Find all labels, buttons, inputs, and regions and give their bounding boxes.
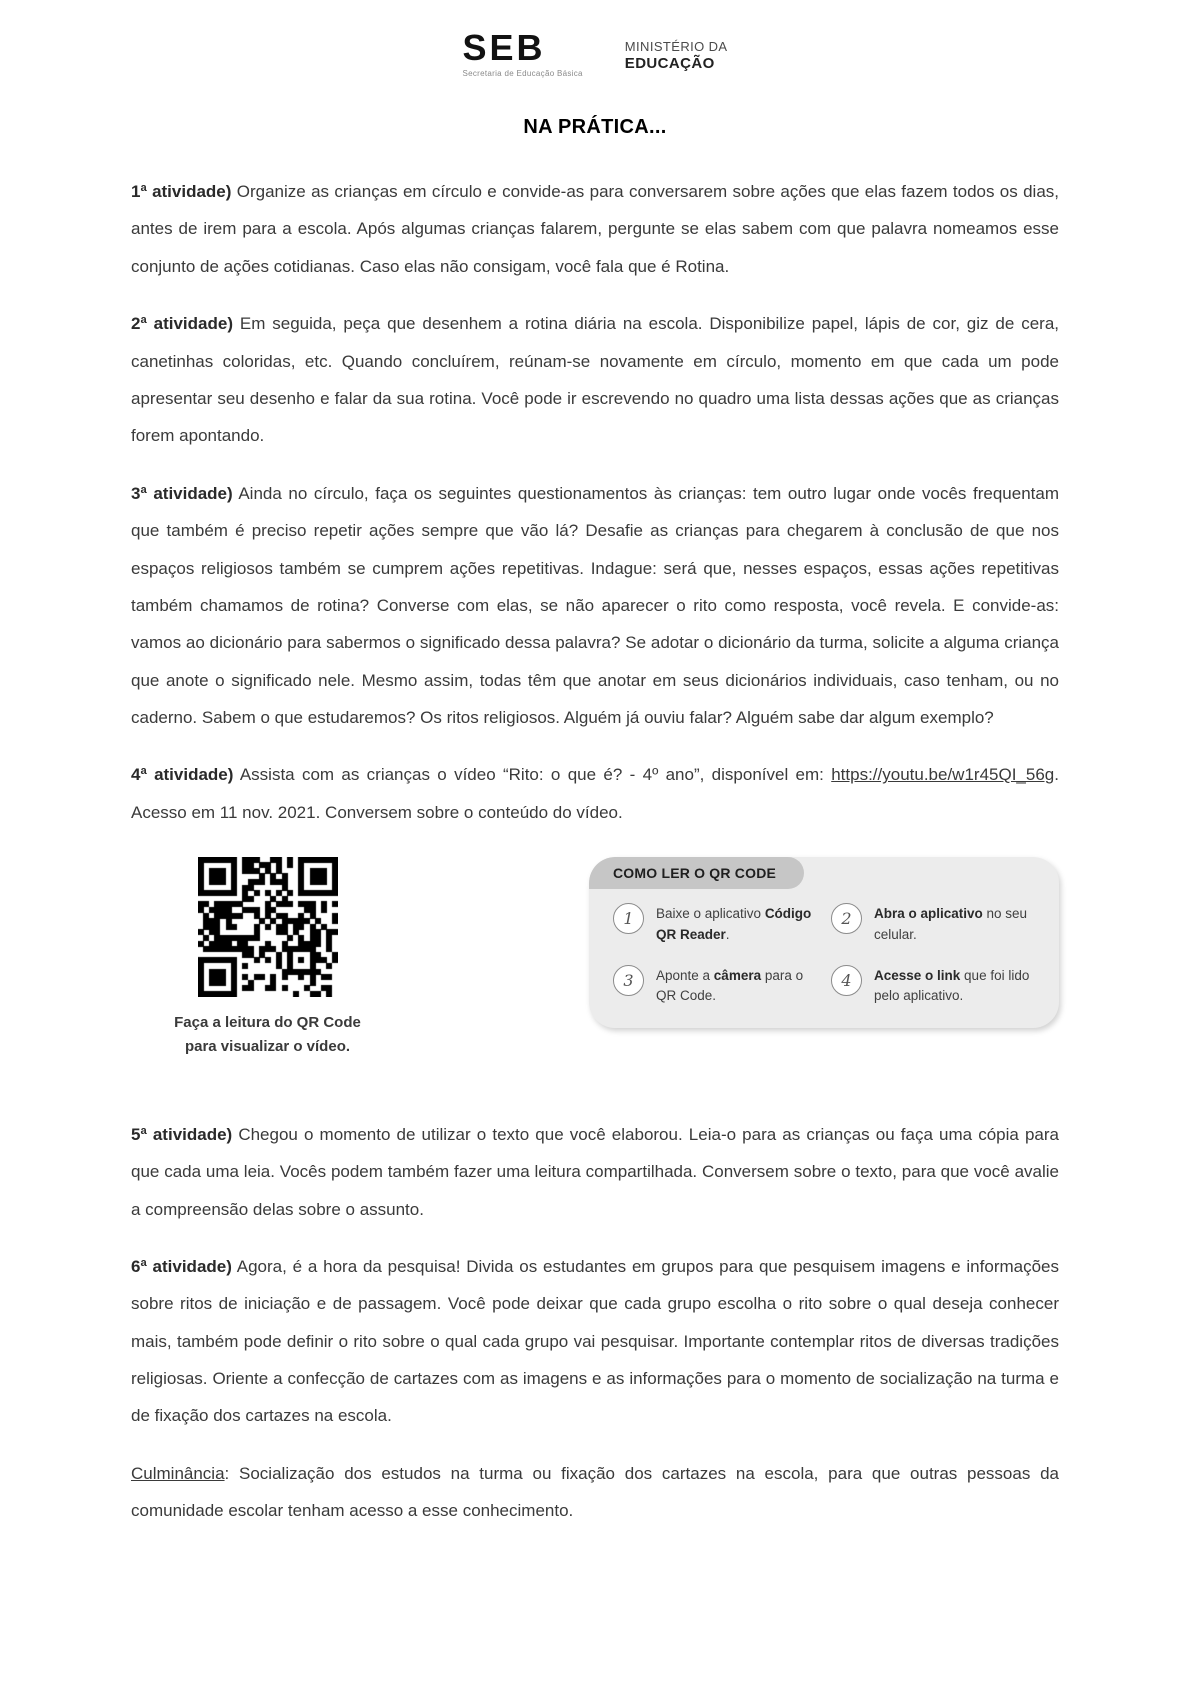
activity-4-paragraph xyxy=(131,756,1059,831)
qr-step-1 xyxy=(613,903,817,945)
qr-caption-line2: para visualizar o vídeo. xyxy=(184,1037,351,1055)
step-1-text: Baixe o aplicativo Código QR Reader. xyxy=(656,906,812,942)
culminancia-paragraph xyxy=(131,1455,1059,1530)
activity-1-lead: 1ª atividade) xyxy=(131,182,232,201)
activity-4-body-pre: Assista com as crianças o vídeo “Rito: o que é? - 4º ano”, disponível em: xyxy=(233,765,832,785)
qr-step-2 xyxy=(831,903,1035,945)
activity-5-lead: 5ª atividade) xyxy=(131,1124,233,1144)
header xyxy=(131,27,1059,78)
step-2-text: Abra o aplicativo no seu celular. xyxy=(874,906,1028,942)
mec-logo-line1: MINISTÉRIO DA xyxy=(624,39,728,54)
activity-5-body: Chegou o momento de utilizar o texto que você elaborou. Leia-o para as crianças ou faça uma cópia para que cada uma leia. Vocês podem também fazer uma leitura compartilhada. Conversem sobre o texto, para que você avalie a compreensão delas sobre o assunto. xyxy=(131,1124,1059,1219)
qr-code-column xyxy=(165,857,370,1058)
step-3-text: Aponte a câmera para o QR Code. xyxy=(656,967,804,1003)
activity-1-paragraph xyxy=(131,173,1059,285)
qr-section xyxy=(131,857,1059,1058)
activity-6-paragraph xyxy=(131,1248,1059,1435)
activity-3-paragraph xyxy=(131,475,1059,737)
mec-logo-line2: EDUCAÇÃO xyxy=(624,55,715,73)
qr-instructions-box xyxy=(589,857,1059,1028)
step-2-number-badge: 2 xyxy=(831,903,862,934)
activity-3-lead: 3ª atividade) xyxy=(131,483,233,503)
step-4-number-badge: 4 xyxy=(831,965,862,996)
page-title: NA PRÁTICA... xyxy=(523,116,667,138)
step-1-number-badge: 1 xyxy=(613,903,644,934)
activity-6-lead: 6ª atividade) xyxy=(131,1256,232,1276)
qr-steps xyxy=(589,889,1059,1012)
seb-logo-subtitle: Secretaria de Educação Básica xyxy=(462,69,583,78)
activity-3-body: Ainda no círculo, faça os seguintes questionamentos às crianças: tem outro lugar onde vocês frequentam que também é preciso repetir ações sempre que vão lá? Desafie as crianças para chegarem à conclusão de que nos espaços religiosos também se cumprem ações repetitivas. Indague: será que, nesses espaços, essas ações repetitivas também chamamos de rotina? Converse com elas, se não aparecer o rito como resposta, você revela. E convide-as: vamos ao dicionário para sabermos o significado dessa palavra? Se adotar o dicionário da turma, solicite a alguma criança que anote o significado nele. Mesmo assim, todas têm que anotar em seus dicionários individuais, caso tenham, ou no caderno. Sabem o que estudaremos? Os ritos religiosos. Alguém já ouviu falar? Alguém sabe dar algum exemplo? xyxy=(131,483,1059,728)
activity-2-body: Em seguida, peça que desenhem a rotina diária na escola. Disponibilize papel, lápis de cor, giz de cera, canetinhas coloridas, etc. Quando concluírem, reúnam-se novamente em círculo, momento em que cada um pode apresentar seu desenho e falar da sua rotina. Você pode ir escrevendo no quadro uma lista dessas ações que as crianças forem apontando. xyxy=(131,314,1059,446)
culminancia-body: : Socialização dos estudos na turma ou fixação dos cartazes na escola, para que outras pessoas da comunidade escolar tenham acesso a esse conhecimento. xyxy=(131,1463,1059,1521)
qr-caption xyxy=(165,1011,370,1058)
step-3-number-badge: 3 xyxy=(613,965,644,996)
qr-box-title: COMO LER O QR CODE xyxy=(589,857,804,889)
culminancia-lead: Culminância xyxy=(131,1463,225,1483)
qr-caption-line1: Faça a leitura do QR Code xyxy=(174,1014,361,1032)
mec-logo xyxy=(625,30,728,74)
activity-5-paragraph xyxy=(131,1116,1059,1228)
activity-6-body: Agora, é a hora da pesquisa! Divida os estudantes em grupos para que pesquisem imagens e informações sobre ritos de iniciação e de passagem. Você pode deixar que cada grupo escolha o rito sobre o qual deseja conhecer mais, também pode definir o rito sobre o qual cada grupo vai pesquisar. Importante contemplar ritos de diversas tradições religiosas. Oriente a confecção de cartazes com as imagens e as informações para o momento de socialização na turma e de fixação dos cartazes na escola. xyxy=(131,1256,1059,1426)
activity-4-body-post: . Acesso em 11 nov. 2021. Conversem sobre o conteúdo do vídeo. xyxy=(131,765,1059,822)
youtube-link[interactable]: https://youtu.be/w1r45QI_56g xyxy=(831,765,1055,785)
qr-step-4 xyxy=(831,965,1035,1007)
activity-2-paragraph xyxy=(131,305,1059,455)
seb-logo xyxy=(462,27,583,78)
qr-code-image xyxy=(198,857,338,997)
qr-step-3 xyxy=(613,965,817,1007)
step-4-text: Acesse o link que foi lido pelo aplicativo. xyxy=(874,967,1030,1003)
activity-4-lead: 4ª atividade) xyxy=(131,765,234,785)
activity-2-lead: 2ª atividade) xyxy=(131,314,233,334)
activity-1-body: Organize as crianças em círculo e convide-as para conversarem sobre ações que elas fazem todos os dias, antes de irem para a escola. Após algumas crianças falarem, pergunte se elas sabem com que palavra nomeamos esse conjunto de ações cotidianas. Caso elas não consigam, você fala que é Rotina. xyxy=(131,182,1059,276)
seb-logo-title: SEB xyxy=(462,27,546,68)
